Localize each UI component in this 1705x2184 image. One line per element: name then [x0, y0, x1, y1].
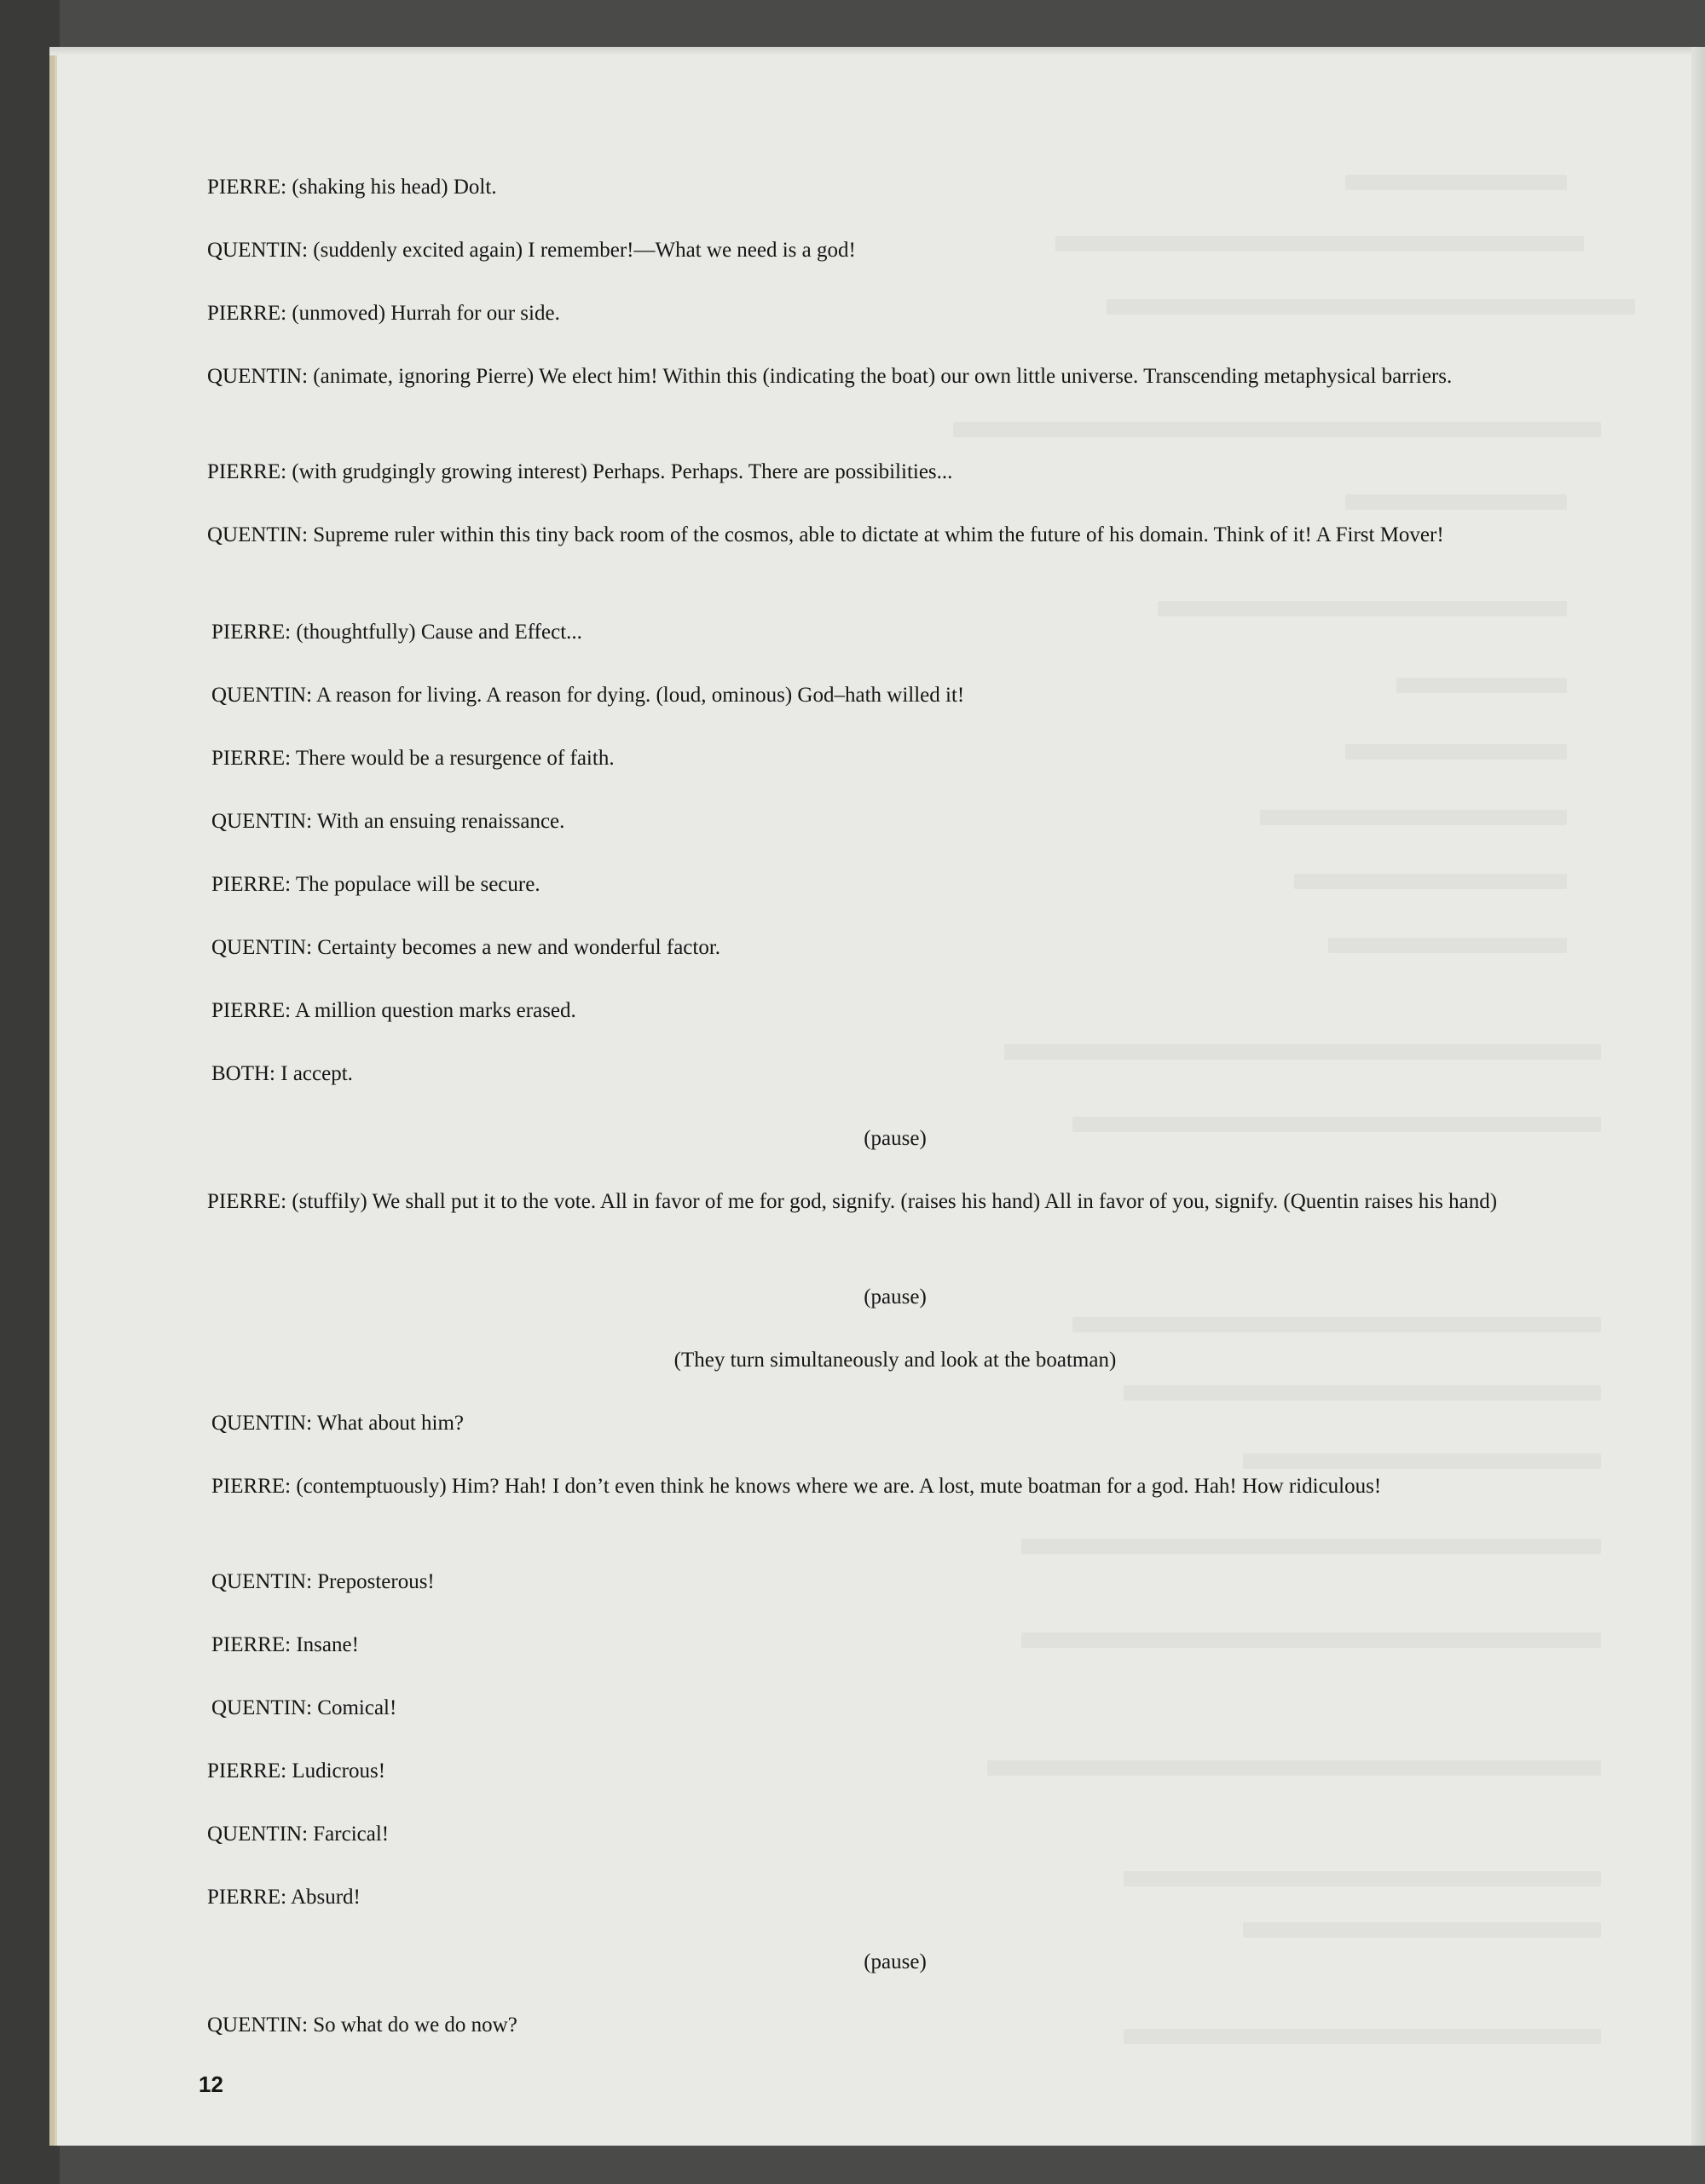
speaker-name: QUENTIN: [207, 365, 309, 388]
script-line [207, 457, 952, 488]
stage-direction: (pause) [864, 1286, 927, 1309]
dialogue-text: Supreme ruler within this tiny back room of the cosmos, able to dictate at whim the future of his domain. Think of it! A First Mover! [313, 523, 1444, 546]
script-line [207, 1187, 1595, 1217]
speaker-name: PIERRE: [211, 873, 292, 896]
script-line [211, 933, 720, 963]
speaker-name: QUENTIN: [211, 684, 313, 707]
speaker-name: PIERRE: [207, 1190, 287, 1213]
dialogue-text: With an ensuing renaissance. [316, 810, 565, 833]
dialogue-text: (stuffily) We shall put it to the vote. All in favor of me for god, signify. (raises his hand) All in favor of you, signify. (Quentin raises his hand) [292, 1190, 1498, 1213]
script-line [211, 1567, 435, 1598]
speaker-name: PIERRE: [207, 176, 287, 199]
dialogue-text: What about him? [316, 1412, 465, 1435]
speaker-name: QUENTIN: [207, 1823, 309, 1846]
dialogue-text: Preposterous! [317, 1570, 435, 1593]
script-line [207, 1756, 385, 1787]
dialogue-text: (contemptuously) Him? Hah! I don’t even think he knows where we are. A lost, mute boatman for a god. Hah! How ridiculous! [296, 1475, 1382, 1498]
script-line [207, 1882, 361, 1913]
script-line [211, 1693, 396, 1724]
dialogue-text: The populace will be secure. [295, 873, 540, 896]
speaker-name: PIERRE: [207, 460, 287, 483]
script-line [207, 520, 1590, 551]
speaker-name: QUENTIN: [211, 1696, 313, 1719]
page-right-edge [1691, 47, 1705, 2146]
dialogue-text: (unmoved) Hurrah for our side. [292, 302, 560, 325]
speaker-name: QUENTIN: [211, 936, 313, 959]
dialogue-text: Ludicrous! [292, 1759, 386, 1782]
script-line [207, 298, 560, 329]
script-line [211, 1408, 464, 1439]
speaker-name: PIERRE: [207, 302, 287, 325]
dialogue-text: I accept. [280, 1062, 353, 1085]
dialogue-text: (suddenly excited again) I remember!––What we need is a god! [313, 239, 856, 262]
script-line [211, 996, 576, 1026]
speaker-name: QUENTIN: [211, 810, 313, 833]
page-number: 12 [199, 2071, 223, 2097]
dialogue-text: Certainty becomes a new and wonderful factor. [317, 936, 721, 959]
dialogue-text: So what do we do now? [313, 2014, 517, 2037]
speaker-name: PIERRE: [211, 1475, 292, 1498]
script-line [207, 172, 497, 203]
speaker-name: PIERRE: [207, 1759, 287, 1782]
speaker-name: BOTH: [211, 1062, 275, 1085]
page-top-shadow [49, 47, 1705, 55]
script-line [211, 743, 615, 774]
script-line [207, 2010, 517, 2041]
stage-direction: (pause) [864, 1950, 927, 1973]
speaker-name: QUENTIN: [207, 523, 309, 546]
script-line [211, 617, 582, 648]
speaker-name: PIERRE: [211, 1633, 292, 1656]
dialogue-text: A million question marks erased. [294, 999, 576, 1022]
dialogue-text: (animate, ignoring Pierre) We elect him! Within this (indicating the boat) our own little universe. Transcending metaphysical barriers. [313, 365, 1453, 388]
stage-direction: (They turn simultaneously and look at the boatman) [673, 1349, 1117, 1372]
dialogue-text: Farcical! [313, 1823, 390, 1846]
speaker-name: QUENTIN: [207, 2014, 309, 2037]
script-line [211, 1059, 353, 1089]
stage-direction: (pause) [864, 1127, 927, 1150]
dialogue-text: (thoughtfully) Cause and Effect... [296, 621, 582, 644]
dialogue-text: There would be a resurgence of faith. [295, 747, 615, 770]
dialogue-text: Comical! [317, 1696, 397, 1719]
script-line [211, 1471, 1590, 1502]
script-line [207, 1819, 389, 1850]
speaker-name: QUENTIN: [211, 1412, 313, 1435]
script-line [211, 870, 540, 900]
script-line [211, 806, 564, 837]
script-line [211, 680, 964, 711]
dialogue-text: A reason for living. A reason for dying. (loud, ominous) God–hath willed it! [315, 684, 965, 707]
speaker-name: PIERRE: [207, 1886, 287, 1909]
dialogue-text: (with grudgingly growing interest) Perhaps. Perhaps. There are possibilities... [292, 460, 953, 483]
speaker-name: PIERRE: [211, 999, 292, 1022]
script-line [207, 235, 856, 266]
speaker-name: QUENTIN: [211, 1570, 313, 1593]
dialogue-text: (shaking his head) Dolt. [292, 176, 497, 199]
dialogue-text: Absurd! [290, 1886, 361, 1909]
dialogue-text: Insane! [296, 1633, 359, 1656]
script-line [211, 1630, 359, 1661]
script-line [207, 361, 1590, 392]
speaker-name: PIERRE: [211, 747, 292, 770]
speaker-name: QUENTIN: [207, 239, 309, 262]
speaker-name: PIERRE: [211, 621, 292, 644]
